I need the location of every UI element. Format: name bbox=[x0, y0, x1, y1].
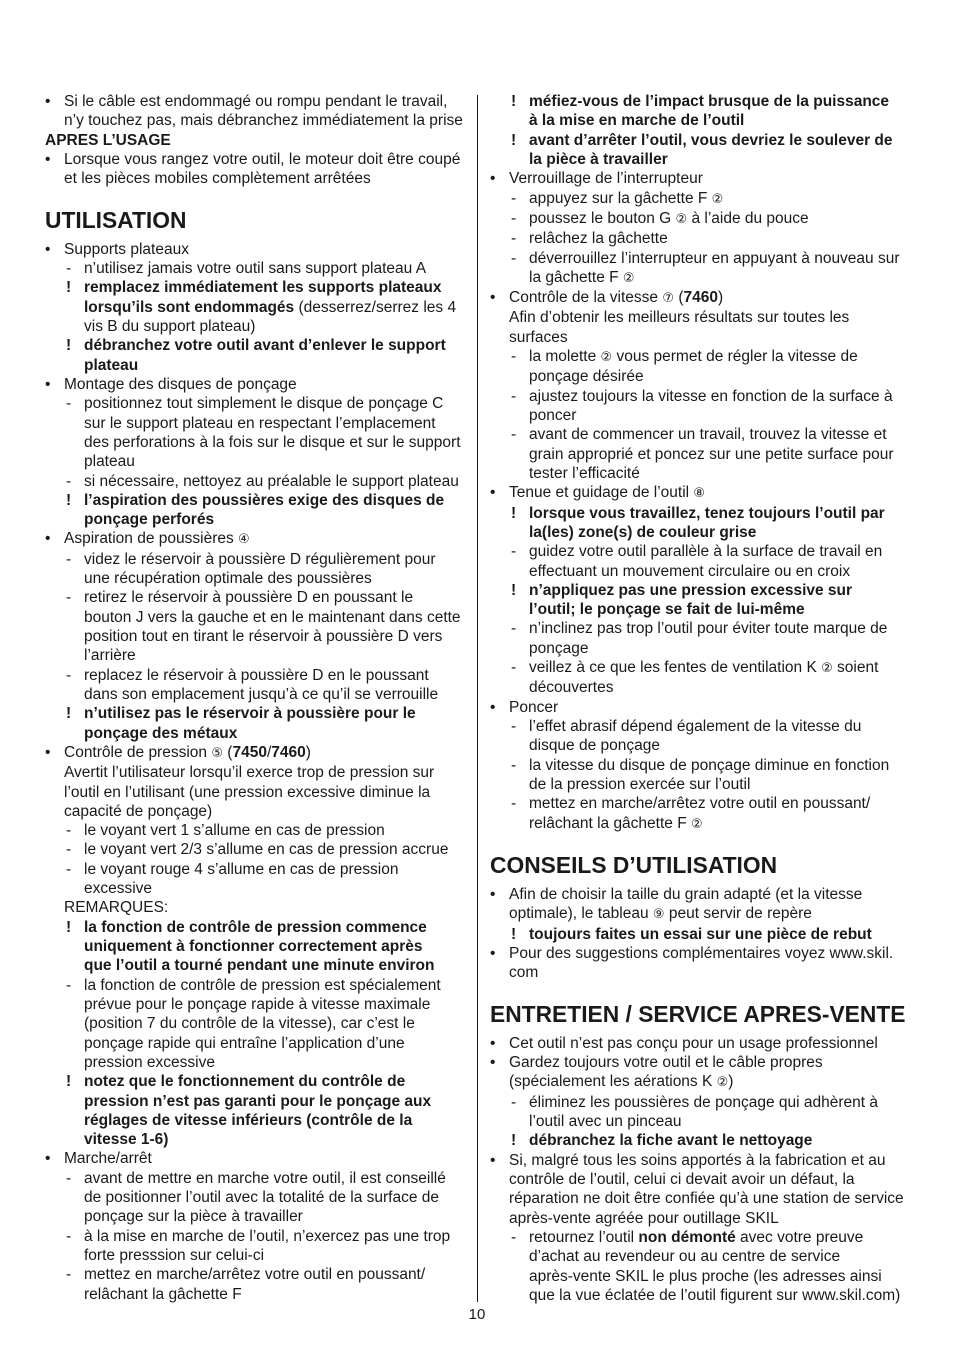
text-line: relâchez la gâchette bbox=[529, 230, 668, 248]
dash-item bbox=[45, 259, 465, 278]
bullet-item bbox=[490, 169, 910, 188]
text-line: plateau bbox=[84, 356, 139, 374]
text-line: mettez en marche/arrêtez votre outil en poussant/ bbox=[529, 795, 871, 813]
text-line: mettez en marche/arrêtez votre outil en poussant/ bbox=[84, 1266, 426, 1284]
dash-item bbox=[45, 394, 465, 471]
text-line: la vitesse du disque de ponçage diminue en fonction bbox=[529, 756, 890, 774]
text-line: et les pièces mobiles complètement arrêtées bbox=[64, 170, 371, 188]
text-line: vitesse 1-6) bbox=[84, 1131, 169, 1149]
text-segment: poussez le bouton G bbox=[529, 209, 676, 227]
figure-reference-number: ② bbox=[716, 1075, 729, 1091]
text-line: la(les) zone(s) de couleur grise bbox=[529, 523, 757, 541]
figure-reference-number: ② bbox=[691, 816, 703, 832]
bullet-item bbox=[45, 240, 465, 259]
warning-marker: ! bbox=[66, 279, 72, 297]
bullet-item bbox=[45, 375, 465, 394]
text-line: (position 7 du contrôle de la vitesse), car c’est le bbox=[84, 1015, 415, 1033]
text-line: la fonction de contrôle de pression est spécialement bbox=[84, 976, 441, 994]
warning-item bbox=[45, 491, 465, 530]
text-segment: soient bbox=[832, 659, 879, 677]
bullet-item bbox=[490, 944, 910, 983]
warning-item bbox=[490, 1131, 910, 1150]
text-line bbox=[529, 347, 910, 367]
warning-marker: ! bbox=[511, 1132, 517, 1150]
dash-marker: - bbox=[511, 543, 517, 561]
bullet-marker: • bbox=[490, 170, 496, 188]
text-line: Si le câble est endommagé ou rompu pendant le travail, bbox=[64, 93, 448, 110]
text-line: sur le support plateau en respectant l’emplacement bbox=[84, 414, 436, 432]
text-segment: relâchant la gâchette F bbox=[529, 814, 691, 832]
dash-item bbox=[490, 542, 910, 581]
right-column bbox=[490, 92, 910, 1305]
text-line: après-vente SKIL le plus proche (les adresses ainsi bbox=[529, 1267, 882, 1285]
text-line: grain approprié et poncez sur une petite surface pour bbox=[529, 445, 894, 463]
text-line: d’achat au revendeur ou au centre de service bbox=[529, 1248, 841, 1266]
warning-item bbox=[45, 918, 465, 976]
dash-item bbox=[45, 860, 465, 899]
text-line: avant de mettre en marche votre outil, il est conseillé bbox=[84, 1169, 446, 1187]
text-line: REMARQUES: bbox=[64, 899, 169, 917]
section-heading: CONSEILS D’UTILISATION bbox=[490, 852, 778, 879]
dash-marker: - bbox=[66, 1169, 72, 1187]
dash-marker: - bbox=[66, 395, 72, 413]
text-line: APRES L’USAGE bbox=[45, 131, 171, 149]
text-line bbox=[84, 298, 465, 317]
text-line: Montage des disques de ponçage bbox=[64, 375, 297, 393]
dash-marker: - bbox=[511, 189, 517, 207]
text-line: débranchez la fiche avant le nettoyage bbox=[529, 1132, 813, 1150]
bold-text: 7450 bbox=[232, 743, 267, 761]
text-line: poncer bbox=[529, 407, 577, 424]
bullet-item bbox=[490, 1034, 910, 1053]
text-line: Marche/arrêt bbox=[64, 1150, 152, 1168]
warning-item bbox=[490, 925, 910, 944]
figure-reference-number: ② bbox=[821, 661, 833, 677]
text-line bbox=[64, 743, 465, 763]
dash-item bbox=[45, 1169, 465, 1227]
bullet-marker: • bbox=[45, 1150, 51, 1168]
warning-marker: ! bbox=[511, 93, 517, 110]
dash-item bbox=[490, 1228, 910, 1305]
text-line: relâchant la gâchette F bbox=[84, 1285, 242, 1303]
text-line: positionnez tout simplement le disque de ponçage C bbox=[84, 395, 444, 413]
paragraph bbox=[45, 763, 465, 821]
text-line bbox=[64, 529, 465, 549]
text-line: ponçage sur la pièce à travailler bbox=[84, 1208, 303, 1226]
text-segment: veillez à ce que les fentes de ventilation K bbox=[529, 659, 822, 677]
bold-text: 7460 bbox=[271, 743, 306, 761]
dash-marker: - bbox=[511, 756, 517, 774]
warning-marker: ! bbox=[511, 581, 517, 599]
warning-marker: ! bbox=[511, 131, 517, 149]
text-segment: ) bbox=[305, 743, 311, 761]
dash-marker: - bbox=[511, 620, 517, 638]
text-line: n’appliquez pas une pression excessive sur bbox=[529, 581, 853, 599]
text-line: le voyant vert 2/3 s’allume en cas de pression accrue bbox=[84, 841, 449, 859]
figure-reference-number: ② bbox=[711, 191, 724, 207]
bullet-marker: • bbox=[490, 886, 496, 904]
warning-item bbox=[490, 504, 910, 543]
text-line: vis B du support plateau) bbox=[84, 318, 256, 335]
figure-reference-number: ⑦ bbox=[662, 291, 675, 307]
text-line: n’y touchez pas, mais débranchez immédiatement la prise bbox=[64, 112, 463, 130]
bullet-item bbox=[45, 529, 465, 549]
text-line: surfaces bbox=[509, 328, 568, 346]
text-segment: Tenue et guidage de l’outil bbox=[509, 484, 694, 502]
text-line: la fonction de contrôle de pression commence bbox=[84, 918, 427, 936]
dash-item bbox=[45, 840, 465, 859]
dash-item bbox=[45, 1227, 465, 1266]
bullet-marker: • bbox=[45, 240, 51, 258]
bullet-marker: • bbox=[490, 484, 496, 502]
text-segment: (desserrez/serrez les 4 bbox=[294, 298, 457, 316]
figure-reference-number: ⑨ bbox=[652, 907, 665, 923]
text-segment: ( bbox=[223, 743, 233, 761]
bullet-marker: • bbox=[490, 945, 496, 962]
paragraph bbox=[45, 131, 465, 150]
dash-item bbox=[490, 619, 910, 658]
text-line: videz le réservoir à poussière D régulièrement pour bbox=[84, 550, 436, 568]
text-segment: Aspiration de poussières bbox=[64, 530, 239, 548]
dash-item bbox=[45, 472, 465, 491]
text-segment: Contrôle de pression bbox=[64, 743, 212, 761]
dash-marker: - bbox=[66, 841, 72, 859]
bullet-marker: • bbox=[490, 1151, 496, 1169]
text-line: Si, malgré tous les soins apportés à la fabrication et au bbox=[509, 1151, 886, 1169]
text-line: Avertit l’utilisateur lorsqu’il exerce trop de pression sur bbox=[64, 764, 435, 782]
text-segment: Contrôle de la vitesse bbox=[509, 289, 663, 307]
text-line: notez que le fonctionnement du contrôle de bbox=[84, 1073, 406, 1091]
text-line: que la vue éclatée de l’outil figurent sur www.skil.com) bbox=[529, 1286, 901, 1304]
text-segment: vous permet de régler la vitesse de bbox=[612, 348, 858, 366]
text-segment: ( bbox=[674, 289, 684, 307]
text-line: Afin d’obtenir les meilleurs résultats sur toutes les bbox=[509, 309, 850, 327]
bullet-item bbox=[490, 483, 910, 503]
text-line: à la mise en marche de l’outil, n’exercez pas une trop bbox=[84, 1227, 451, 1245]
text-line: position tout en tirant le réservoir à poussière D vers bbox=[84, 628, 443, 645]
bold-text: non démonté bbox=[638, 1228, 736, 1246]
text-line: si nécessaire, nettoyez au préalable le support plateau bbox=[84, 472, 459, 490]
text-segment: (spécialement les aérations K bbox=[509, 1073, 717, 1091]
dash-marker: - bbox=[66, 666, 72, 684]
text-line: com bbox=[509, 964, 539, 982]
text-line: l’aspiration des poussières exige des disques de bbox=[84, 491, 445, 509]
dash-marker: - bbox=[511, 795, 517, 813]
text-line: bouton J vers la gauche et en le maintenant dans cette bbox=[84, 608, 461, 626]
bullet-marker: • bbox=[490, 1054, 496, 1072]
dash-item bbox=[45, 1265, 465, 1304]
text-line: une récupération optimale des poussières bbox=[84, 570, 372, 588]
dash-item bbox=[490, 387, 910, 426]
section-heading: UTILISATION bbox=[45, 207, 187, 234]
text-line: prévue pour le ponçage rapide à vitesse maximale bbox=[84, 995, 431, 1013]
text-line bbox=[529, 268, 910, 288]
warning-marker: ! bbox=[66, 1073, 72, 1091]
dash-marker: - bbox=[511, 348, 517, 366]
dash-item bbox=[45, 588, 465, 665]
bullet-marker: • bbox=[490, 289, 496, 307]
text-line: Lorsque vous rangez votre outil, le moteur doit être coupé bbox=[64, 150, 461, 168]
dash-item bbox=[490, 249, 910, 289]
column-divider bbox=[477, 95, 478, 1302]
dash-marker: - bbox=[511, 387, 517, 405]
bold-text: 7460 bbox=[683, 289, 718, 307]
text-line: ponçage perforés bbox=[84, 511, 215, 529]
warning-marker: ! bbox=[66, 918, 72, 936]
text-line: lorsque vous travaillez, tenez toujours l’outil par bbox=[529, 504, 885, 522]
text-line: débranchez votre outil avant d’enlever le support bbox=[84, 337, 446, 355]
text-line: Pour des suggestions complémentaires voyez www.skil. bbox=[509, 945, 894, 962]
text-segment: ) bbox=[717, 289, 724, 307]
dash-item bbox=[490, 1093, 910, 1132]
text-line bbox=[509, 288, 910, 308]
bullet-marker: • bbox=[45, 743, 51, 761]
dash-item bbox=[490, 658, 910, 698]
dash-item bbox=[45, 821, 465, 840]
dash-item bbox=[490, 347, 910, 387]
text-line: découvertes bbox=[529, 679, 614, 697]
dash-item bbox=[490, 425, 910, 483]
bullet-item bbox=[45, 743, 465, 763]
text-line: Verrouillage de l’interrupteur bbox=[509, 170, 703, 188]
text-line bbox=[529, 189, 910, 209]
dash-item bbox=[490, 189, 910, 209]
text-line: ponçage rapide qui entraîne l’application d’une bbox=[84, 1034, 405, 1052]
dash-item bbox=[490, 794, 910, 834]
bold-text: lorsqu’ils sont endommagés bbox=[84, 298, 295, 316]
figure-reference-number: ② bbox=[675, 211, 688, 227]
warning-marker: ! bbox=[66, 491, 72, 509]
dash-marker: - bbox=[66, 1266, 72, 1284]
paragraph bbox=[490, 308, 910, 347]
bullet-item bbox=[490, 1151, 910, 1228]
text-line: le voyant vert 1 s’allume en cas de pression bbox=[84, 822, 385, 840]
bullet-marker: • bbox=[45, 150, 51, 168]
figure-reference-number: ④ bbox=[238, 532, 250, 548]
text-line bbox=[529, 658, 910, 678]
text-line: effectuant un mouvement circulaire ou en croix bbox=[529, 562, 851, 580]
text-line: des perforations à la fois sur le disque et sur le support bbox=[84, 433, 461, 451]
text-line: pression n’est pas garanti pour le ponçage aux bbox=[84, 1092, 432, 1110]
figure-reference-number: ⑧ bbox=[693, 486, 706, 502]
dash-marker: - bbox=[511, 1093, 517, 1111]
text-line: ponçage des métaux bbox=[84, 724, 238, 742]
dash-item bbox=[490, 717, 910, 756]
dash-marker: - bbox=[66, 472, 72, 490]
bullet-item bbox=[490, 885, 910, 925]
dash-marker: - bbox=[66, 822, 72, 840]
text-line: replacez le réservoir à poussière D en le poussant bbox=[84, 666, 429, 684]
text-segment: avec votre preuve bbox=[735, 1228, 864, 1246]
text-line: uniquement à fonctionner correctement après bbox=[84, 938, 423, 955]
dash-item bbox=[45, 976, 465, 1073]
text-line: de positionner l’outil avec la totalité de la surface de bbox=[84, 1189, 439, 1207]
text-line bbox=[529, 1228, 910, 1247]
text-line: n’inclinez pas trop l’outil pour éviter toute marque de bbox=[529, 620, 888, 638]
warning-item bbox=[490, 581, 910, 620]
dash-marker: - bbox=[66, 976, 72, 994]
bullet-marker: • bbox=[45, 93, 51, 110]
dash-marker: - bbox=[66, 860, 72, 878]
text-line: plateau bbox=[84, 453, 135, 471]
warning-item bbox=[45, 278, 465, 336]
warning-item bbox=[45, 336, 465, 375]
text-line: dans son emplacement jusqu’à ce qu’il se verrouille bbox=[84, 685, 439, 703]
text-segment: à l’aide du pouce bbox=[687, 209, 809, 227]
warning-item bbox=[45, 1072, 465, 1149]
text-line bbox=[529, 814, 910, 834]
text-line: contrôle de l’outil, celui ci devait avoir un défaut, la bbox=[509, 1171, 855, 1188]
dash-item bbox=[45, 666, 465, 705]
dash-marker: - bbox=[66, 589, 72, 607]
text-segment: ) bbox=[728, 1073, 734, 1091]
warning-item bbox=[490, 131, 910, 170]
text-line: le voyant rouge 4 s’allume en cas de pression bbox=[84, 860, 399, 878]
text-line: l’outil en l’utilisant (une pression excessive diminue la bbox=[64, 783, 431, 801]
dash-marker: - bbox=[66, 1227, 72, 1245]
text-line bbox=[509, 904, 910, 924]
text-line: la pièce à travailler bbox=[529, 150, 668, 168]
text-line: Gardez toujours votre outil et le câble propres bbox=[509, 1054, 823, 1072]
text-line: ajustez toujours la vitesse en fonction de la surface à bbox=[529, 387, 893, 405]
bullet-item bbox=[45, 150, 465, 189]
dash-marker: - bbox=[511, 249, 517, 267]
text-line bbox=[84, 278, 465, 297]
text-line: l’outil; le ponçage se fait de lui-même bbox=[529, 601, 805, 619]
text-line: n’utilisez jamais votre outil sans support plateau A bbox=[84, 260, 427, 278]
figure-reference-number: ② bbox=[600, 350, 613, 366]
text-line: de la pression exercée sur l’outil bbox=[529, 775, 751, 793]
dash-item bbox=[490, 756, 910, 795]
text-line: après-vente agréée pour outillage SKIL bbox=[509, 1209, 779, 1227]
text-line bbox=[529, 209, 910, 229]
dash-item bbox=[45, 550, 465, 589]
bullet-marker: • bbox=[490, 1034, 496, 1052]
bullet-item bbox=[490, 1053, 910, 1093]
text-segment: la molette bbox=[529, 348, 601, 366]
dash-item bbox=[490, 209, 910, 229]
text-segment: la gâchette F bbox=[529, 268, 623, 286]
warning-marker: ! bbox=[66, 705, 72, 723]
text-line: forte presssion sur celui-ci bbox=[84, 1247, 265, 1264]
dash-marker: - bbox=[511, 718, 517, 735]
text-line: excessive bbox=[84, 880, 153, 898]
warning-item bbox=[45, 704, 465, 743]
text-line: l’outil avec un pinceau bbox=[529, 1113, 682, 1131]
text-line: Poncer bbox=[509, 698, 559, 716]
text-line: avant d’arrêter l’outil, vous devriez le soulever de bbox=[529, 131, 893, 149]
text-line: toujours faites un essai sur une pièce de rebut bbox=[529, 925, 872, 943]
warning-marker: ! bbox=[66, 337, 72, 355]
warning-item bbox=[490, 92, 910, 131]
text-line: réparation ne doit être confiée qu’à une station de service bbox=[509, 1190, 904, 1208]
page-number: 10 bbox=[468, 1306, 486, 1323]
text-line: capacité de ponçage) bbox=[64, 802, 213, 820]
text-line: éliminez les poussières de ponçage qui adhèrent à bbox=[529, 1093, 878, 1111]
text-line: pression excessive bbox=[84, 1053, 215, 1071]
warning-marker: ! bbox=[511, 925, 517, 943]
text-line bbox=[509, 1072, 910, 1092]
text-line: Cet outil n’est pas conçu pour un usage professionnel bbox=[509, 1034, 878, 1052]
text-segment: appuyez sur la gâchette F bbox=[529, 189, 712, 207]
bullet-marker: • bbox=[45, 530, 51, 548]
text-line: ponçage bbox=[529, 639, 589, 657]
text-line: l’arrière bbox=[84, 647, 136, 665]
text-segment: optimale), le tableau bbox=[509, 905, 653, 923]
figure-reference-number: ② bbox=[622, 270, 635, 286]
dash-marker: - bbox=[66, 550, 72, 568]
text-line: Afin de choisir la taille du grain adapté (et la vitesse bbox=[509, 886, 863, 904]
bullet-item bbox=[45, 92, 465, 131]
text-line: n’utilisez pas le réservoir à poussière pour le bbox=[84, 705, 416, 723]
dash-marker: - bbox=[66, 260, 72, 278]
text-line bbox=[509, 483, 910, 503]
text-line: réglages de vitesse inférieurs (contrôle de la bbox=[84, 1111, 413, 1129]
text-line: l’effet abrasif dépend également de la vitesse du bbox=[529, 718, 862, 735]
text-line: guidez votre outil parallèle à la surface de travail en bbox=[529, 543, 883, 561]
text-line: que l’outil a tourné pendant une minute environ bbox=[84, 957, 435, 975]
bullet-item bbox=[45, 1149, 465, 1168]
warning-marker: ! bbox=[511, 504, 517, 522]
figure-reference-number: ⑤ bbox=[211, 745, 223, 761]
dash-marker: - bbox=[511, 1228, 517, 1246]
text-line: Supports plateaux bbox=[64, 240, 189, 258]
dash-marker: - bbox=[511, 659, 517, 677]
bullet-item bbox=[490, 698, 910, 717]
text-segment: peut servir de repère bbox=[664, 905, 812, 923]
text-line: à la mise en marche de l’outil bbox=[529, 112, 745, 130]
dash-marker: - bbox=[511, 230, 517, 248]
bullet-marker: • bbox=[45, 375, 51, 393]
text-line: avant de commencer un travail, trouvez la vitesse et bbox=[529, 426, 887, 444]
text-line: retirez le réservoir à poussière D en poussant le bbox=[84, 589, 414, 607]
bullet-marker: • bbox=[490, 698, 496, 716]
dash-item bbox=[490, 229, 910, 248]
text-line: ponçage désirée bbox=[529, 368, 644, 386]
left-column bbox=[45, 92, 465, 1304]
bold-text: remplacez immédiatement les supports plateaux bbox=[84, 279, 442, 297]
section-heading: ENTRETIEN / SERVICE APRES-VENTE bbox=[490, 1001, 906, 1028]
text-segment: retournez l’outil bbox=[529, 1228, 639, 1246]
text-line: méfiez-vous de l’impact brusque de la puissance bbox=[529, 93, 890, 110]
bullet-item bbox=[490, 288, 910, 308]
text-line: déverrouillez l’interrupteur en appuyant à nouveau sur bbox=[529, 249, 900, 267]
text-segment: / bbox=[266, 743, 272, 761]
dash-marker: - bbox=[511, 426, 517, 444]
dash-marker: - bbox=[511, 209, 517, 227]
text-line: disque de ponçage bbox=[529, 737, 661, 755]
paragraph bbox=[45, 898, 465, 917]
text-line: tester l’efficacité bbox=[529, 464, 640, 482]
